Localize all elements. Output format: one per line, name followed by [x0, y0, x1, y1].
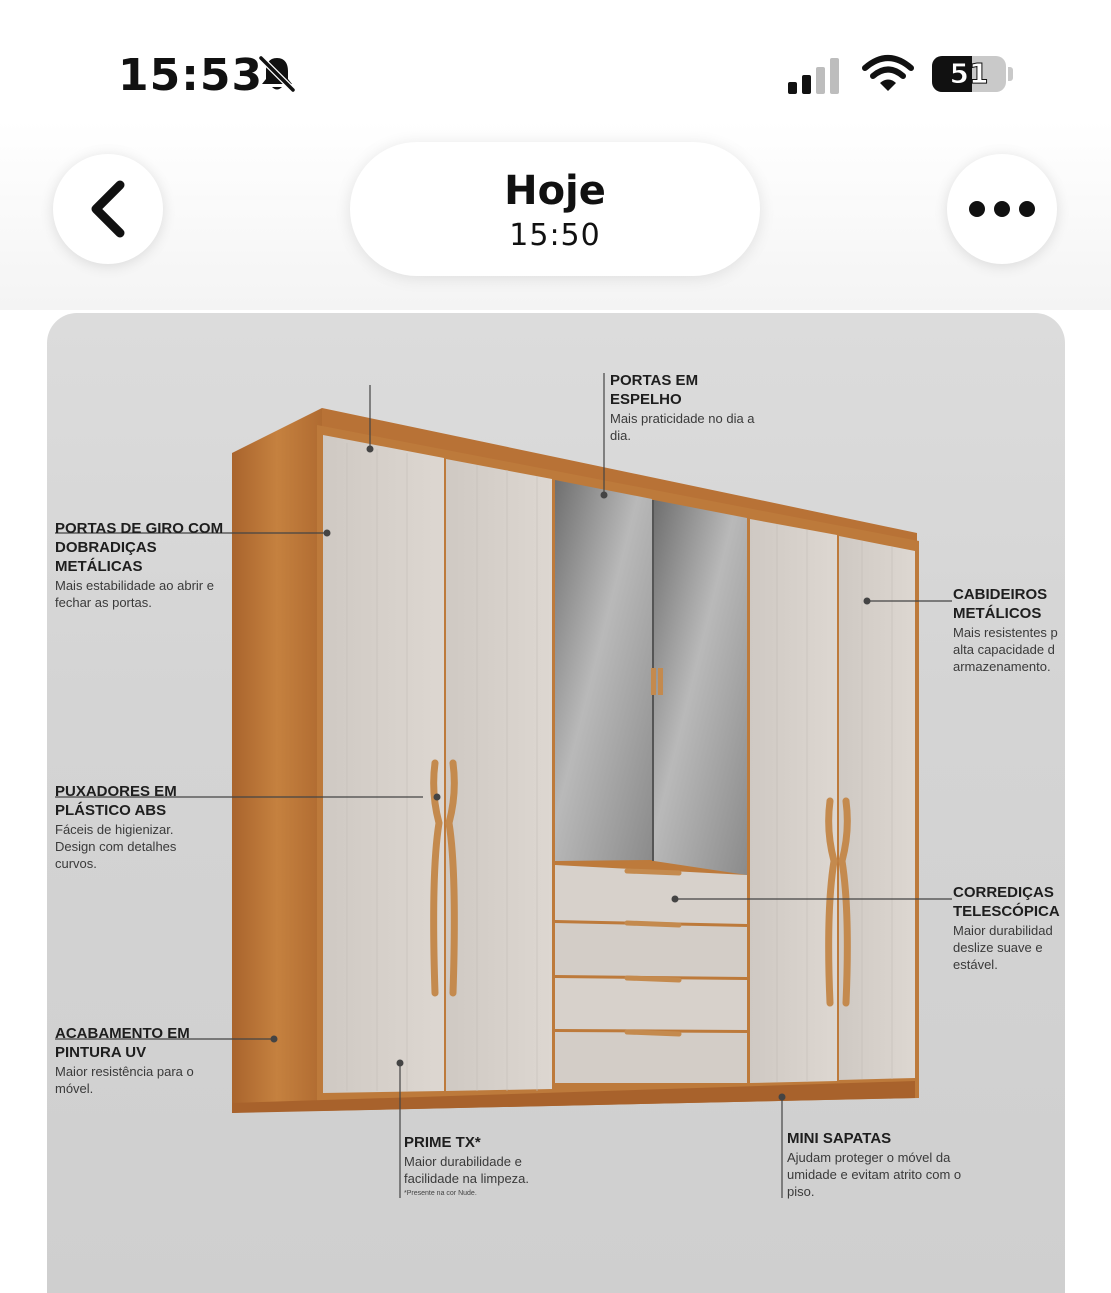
- callout-title: CORREDIÇAS TELESCÓPICA: [953, 884, 1060, 920]
- callout-title: PRIME TX*: [404, 1134, 481, 1151]
- callout-desc: Mais resistentes p alta capacidade d armazenamento.: [953, 625, 1058, 674]
- callout-sapatas: [787, 1129, 967, 1200]
- back-button[interactable]: [53, 154, 163, 264]
- product-image[interactable]: [47, 313, 1065, 1293]
- battery-icon: [932, 56, 1014, 92]
- callout-desc: Mais praticidade no dia a dia.: [610, 411, 755, 443]
- wifi-icon: [862, 54, 914, 94]
- callout-note: *Presente na cor Nude.: [404, 1190, 477, 1197]
- callout-desc: Fáceis de higienizar. Design com detalhes curvos.: [55, 822, 177, 871]
- callout-cabideiros: [953, 585, 1065, 675]
- battery-level: 51: [949, 57, 989, 90]
- callout-puxadores: [55, 782, 215, 872]
- callout-desc: Maior resistência para o móvel.: [55, 1064, 194, 1096]
- signal-icon: [788, 58, 846, 94]
- page-subtitle: 15:50: [509, 218, 601, 253]
- callout-title: PORTAS DE GIRO COM DOBRADIÇAS METÁLICAS: [55, 520, 224, 575]
- ellipsis-icon: [967, 199, 1037, 219]
- callout-desc: Maior durabilidade e facilidade na limpeza.: [404, 1154, 530, 1186]
- status-time: 15:53: [118, 50, 264, 101]
- header-title-pill: [350, 142, 760, 276]
- callout-portas-espelho: [610, 371, 760, 444]
- callout-title: MINI SAPATAS: [787, 1130, 892, 1147]
- callout-title: CABIDEIROS METÁLICOS: [953, 586, 1048, 622]
- page-title: Hoje: [504, 168, 606, 214]
- callout-desc: Mais estabilidade ao abrir e fechar as portas.: [55, 578, 214, 610]
- callout-title: PUXADORES EM PLÁSTICO ABS: [55, 783, 177, 819]
- callout-title: ACABAMENTO EM PINTURA UV: [55, 1025, 190, 1061]
- callout-desc: Maior durabilidad deslize suave e estável.: [953, 923, 1053, 972]
- callout-corredicas: [953, 883, 1065, 973]
- callout-acabamento: [55, 1024, 205, 1097]
- callout-desc: Ajudam proteger o móvel da umidade e evitam atrito com o piso.: [787, 1150, 962, 1199]
- callout-portas-giro: [55, 519, 230, 611]
- bell-slash-icon: [256, 54, 298, 94]
- chevron-left-icon: [86, 179, 130, 239]
- more-button[interactable]: [947, 154, 1057, 264]
- callout-prime: [404, 1133, 554, 1197]
- callout-title: PORTAS EM ESPELHO: [610, 372, 699, 408]
